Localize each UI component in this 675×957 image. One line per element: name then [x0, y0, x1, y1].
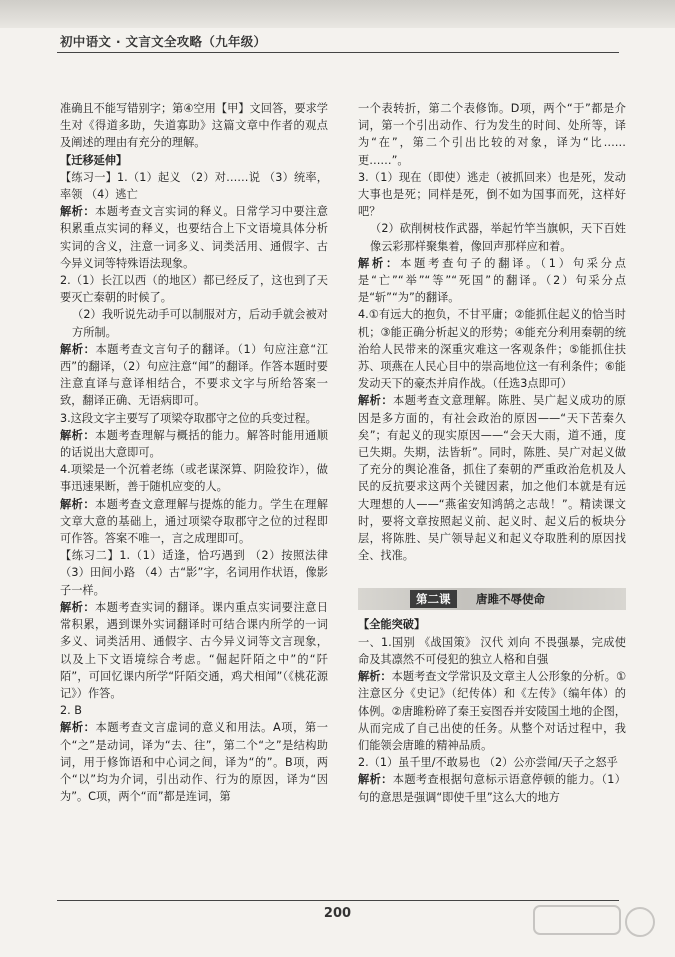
- analysis-label: 解析：: [358, 256, 401, 270]
- paragraph-text: （2）砍削树枝作武器，举起竹竿当旗帜，天下百姓像云彩那样聚集着，像回声那样应和着。: [370, 222, 626, 253]
- paragraph-text: 本题考查实词的翻译。课内重点实词要注意日常积累，遇到课外实词翻译时可结合课内所学的一词多义、词类活用、通假字、古今异义词等文言现象，以及上下文语境综合考虑。“倔起阡陌之中”的“阡陌”，可回忆课内所学“阡陌交通，鸡犬相闻”（《桃花源记》）作答。: [60, 600, 328, 700]
- paragraph: [358, 255, 626, 307]
- paragraph: [358, 616, 626, 633]
- analysis-label: 解析：: [60, 600, 96, 614]
- paragraph: [358, 306, 626, 392]
- paragraph: [358, 169, 626, 221]
- lesson-number: 第二课: [410, 590, 457, 608]
- paragraph-text: 【迁移延伸】: [60, 153, 128, 167]
- paragraph: [60, 410, 328, 427]
- analysis-label: 解析：: [60, 428, 96, 442]
- paragraph: [60, 496, 328, 548]
- paragraph: [60, 306, 328, 340]
- header-rule: [57, 52, 619, 53]
- paragraph: [358, 392, 626, 564]
- analysis-label: 解析：: [60, 721, 96, 735]
- paragraph: [60, 719, 328, 805]
- analysis-label: 解析：: [60, 497, 96, 511]
- paragraph-text: 本题考查文言实词的释义。日常学习中要注意积累重点实词的释义，也要结合上下文语境具体分析实词的含义，注意一词多义、词类活用、通假字、古今异义词等特殊语法现象。: [60, 205, 328, 270]
- paragraph: [358, 634, 626, 668]
- paragraph: [358, 771, 626, 805]
- paragraph: [60, 100, 328, 152]
- analysis-label: 解析：: [358, 394, 394, 408]
- paragraph-text: 准确且不能写错别字；第④空用【甲】文回答，要求学生对《得道多助，失道寡助》这篇文章中作者的观点及阐述的理由有充分的理解。: [60, 102, 328, 150]
- paragraph: [60, 702, 328, 719]
- paragraph-text: 本题考查文意理解与提炼的能力。学生在理解文章大意的基础上，通过项梁夺取郡守之位的过程即可作答。答案不唯一，言之成理即可。: [60, 497, 328, 546]
- paragraph-text: 本题考查文意理解。陈胜、吴广起义成功的原因是多方面的，有社会政治的原因——“天下苦秦久矣”；有起义的现实原因——“会天大雨，道不通，度已失期。失期，法皆斩”。同时，陈胜、吴广对起义做了充分的舆论准备，抓住了秦朝的严重政治危机及人民的反抗要求这两个关键因素，加之他们本就是有远大理想的人——“燕雀安知鸿鹄之志哉！”。精读课文时，要将文章按照起义前、起义时、起义后的板块分层，将陈胜、吴广领导起义和起义夺取胜利的原因找全、找准。: [358, 394, 626, 563]
- paragraph-text: 2.（1）长江以西（的地区）都已经反了，这也到了天要灭亡秦朝的时候了。: [60, 274, 328, 305]
- paragraph-text: 本题考查文言句子的翻译。（1）句应注意“江西”的翻译，（2）句应注意“闻”的翻译。作答本题时要注意直译与意译相结合，不要求文字与所给答案一致，翻译正确、无语病即可。: [60, 342, 328, 408]
- paragraph: [60, 461, 328, 495]
- left-column: [60, 100, 328, 805]
- paragraph-text: 3.（1）现在（即使）逃走（被抓回来）也是死，发动大事也是死；同样是死，倒不如为国事而死，这样好吧？: [358, 170, 626, 219]
- paragraph: [358, 668, 626, 754]
- right-column: [358, 100, 626, 806]
- paragraph-text: 本题考查句子的翻译。（1）句采分点是“亡”“举”“等”“死国”的翻译。（2）句采分点是“斩”“为”的翻译。: [358, 256, 626, 305]
- watermark-logo: [530, 900, 660, 952]
- paragraph-text: 一个表转折，第二个表修饰。D项，两个“于”都是介词，第一个引出动作、行为发生的时间、处所等，译为“在”，第二个引出比较的对象，译为“比……更……”。: [358, 102, 626, 167]
- paragraph: [358, 754, 626, 771]
- paragraph-text: 本题考查文学常识及文章主人公形象的分析。①注意区分《史记》（纪传体）和《左传》（编年体）的体例。②唐雎粉碎了秦王妄图吞并安陵国土地的企图，从而完成了自己出使的任务。从整个对话过程中，我们能领会唐雎的精神品质。: [358, 670, 626, 752]
- paragraph: [358, 100, 626, 169]
- paragraph-text: 4.①有远大的抱负，不甘平庸；②能抓住起义的恰当时机；③能正确分析起义的形势；④能充分利用秦朝的统治给人民带来的深重灾难这一客观条件；⑤能抓住扶苏、项燕在人民心目中的崇高地位这一有利条件；⑥能发动天下的豪杰并肩作战。（任选3点即可）: [358, 308, 626, 391]
- page-number: 200: [323, 906, 352, 921]
- paragraph-text: 3.这段文字主要写了项梁夺取郡守之位的兵变过程。: [60, 411, 317, 425]
- analysis-label: 解析：: [60, 342, 96, 356]
- paragraph-text: 本题考查理解与概括的能力。解答时能用通顺的话说出大意即可。: [60, 428, 328, 460]
- paragraph: [60, 272, 328, 306]
- right-column-bottom: [358, 616, 626, 805]
- paragraph-text: 【全能突破】: [358, 618, 426, 632]
- analysis-label: 解析：: [358, 773, 393, 787]
- paragraph-text: 【练习一】1.（1）起义 （2）对……说 （3）统率，率领 （4）逃亡: [60, 170, 328, 202]
- paragraph-text: 一、1.国别 《战国策》 汉代 刘向 不畏强暴，完成使命及其凛然不可侵犯的独立人格和自强: [358, 635, 626, 666]
- right-column-top: [358, 100, 626, 564]
- paragraph-text: 本题考查根据句意标示语意停顿的能力。（1）句的意思是强调“即使千里”这么大的地方: [358, 773, 626, 804]
- paragraph: [60, 341, 328, 410]
- paragraph-text: 2. B: [60, 704, 82, 718]
- running-header: 初中语文 · 文言文全攻略（九年级）: [60, 34, 267, 49]
- paragraph: [60, 427, 328, 461]
- analysis-label: 解析：: [60, 205, 96, 219]
- lesson-title: 唐雎不辱使命: [476, 592, 545, 607]
- paragraph: [358, 220, 626, 254]
- paragraph-text: 【练习二】1.（1）适逢，恰巧遇到 （2）按照法律 （3）田间小路 （4）古“影”字，名词用作状语，像影子一样。: [60, 549, 328, 597]
- top-scan-band: [0, 0, 675, 28]
- paragraph: [60, 547, 328, 599]
- analysis-label: 解析：: [358, 670, 392, 684]
- paragraph-text: （2）我听说先动手可以制服对方，后动手就会被对方所制。: [72, 308, 328, 339]
- paragraph: [60, 203, 328, 272]
- paragraph: [60, 599, 328, 702]
- paragraph-text: 4.项梁是一个沉着老练（或老谋深算、阴险狡诈），做事迅速果断，善于随机应变的人。: [60, 463, 328, 494]
- paragraph: [60, 152, 328, 169]
- paragraph-text: 2.（1）虽千里/不敢易也 （2）公亦尝闻/天子之怒乎: [358, 756, 618, 770]
- lesson-banner: [358, 588, 626, 610]
- paragraph-text: 本题考查文言虚词的意义和用法。A项，第一个“之”是动词，译为“去、往”，第二个“之”是结构助词，用于修饰语和中心词之间，译为“的”。B项，两个“以”均为介词，引出动作、行为的原因，译为“因为”。C项，两个“而”都是连词，第: [60, 721, 328, 804]
- paragraph: [60, 169, 328, 203]
